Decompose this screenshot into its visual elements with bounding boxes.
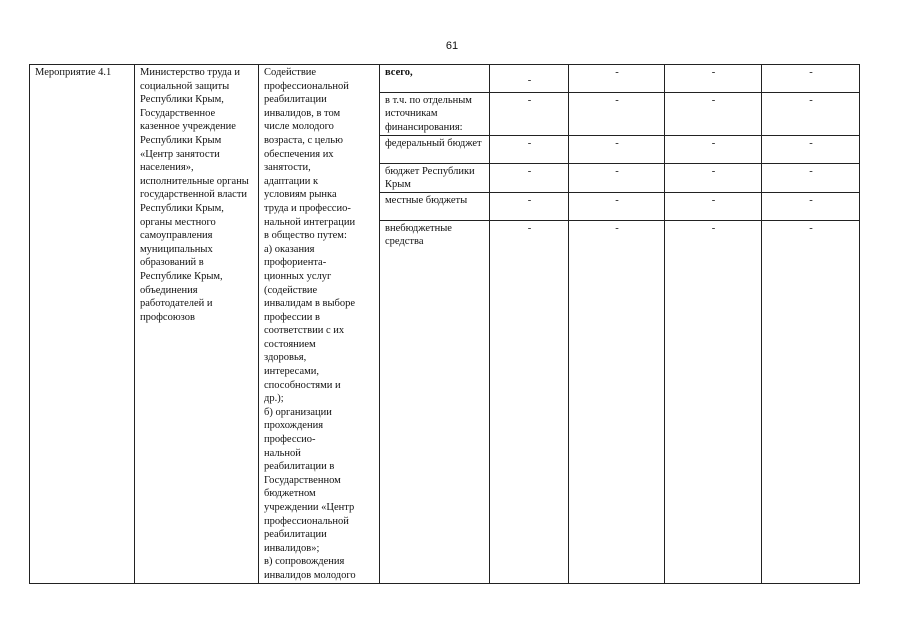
source-cell: федеральный бюджет — [380, 136, 490, 164]
value-cell: - — [762, 136, 860, 164]
value-cell: - — [665, 65, 762, 93]
value-cell: - — [569, 65, 665, 93]
value-cell: - — [569, 220, 665, 583]
value-cell: - — [762, 92, 860, 136]
value-cell: - — [665, 220, 762, 583]
value-cell: - — [762, 220, 860, 583]
value-cell: - — [665, 193, 762, 221]
description-cell: Содействие профессиональной реабилитации инвалидов, в том числе молодого возраста, с целью обеспечения их занятости, адаптации к условиям рынка труда и профессио- нальной интеграции в общество путем: а) оказания профориента- ционных услуг (содействие инвалидам в выборе профессии в соответствии с их состоянием здоровья, интересами, способностями и др.); б) организации прохождения профессио- нальной реабилитации в Государственном бюджетном учреждении «Центр профессиональной реабилитации инвалидов»; в) сопровождения инвалидов молодого — [259, 65, 380, 584]
value-cell: - — [490, 92, 569, 136]
value-cell: - — [665, 136, 762, 164]
value-cell: - — [490, 193, 569, 221]
funding-table — [29, 64, 860, 584]
value-cell: - — [762, 193, 860, 221]
source-cell: всего, — [380, 65, 490, 93]
value-cell: - — [490, 220, 569, 583]
value-cell: - — [569, 163, 665, 193]
value-cell: - — [665, 163, 762, 193]
source-cell: местные бюджеты — [380, 193, 490, 221]
value-cell: - — [569, 136, 665, 164]
value-cell: - — [569, 92, 665, 136]
value-cell: - — [490, 163, 569, 193]
table-row — [30, 65, 860, 93]
source-cell: бюджет Республики Крым — [380, 163, 490, 193]
value-cell: - — [490, 136, 569, 164]
value-cell: - — [569, 193, 665, 221]
measure-cell: Мероприятие 4.1 — [30, 65, 135, 584]
page-number: 61 — [445, 40, 459, 52]
value-cell: - — [490, 65, 569, 93]
value-cell: - — [762, 65, 860, 93]
value-cell: - — [762, 163, 860, 193]
source-cell: внебюджетные средства — [380, 220, 490, 583]
source-cell: в т.ч. по отдельным источникам финансирования: — [380, 92, 490, 136]
executors-cell: Министерство труда и социальной защиты Республики Крым, Государственное казенное учреждение Республики Крым «Центр занятости населения», исполнительные органы государственной власти Республики Крым, органы местного самоуправления муниципальных образований в Республике Крым, объединения работодателей и профсоюзов — [135, 65, 259, 584]
value-cell: - — [665, 92, 762, 136]
